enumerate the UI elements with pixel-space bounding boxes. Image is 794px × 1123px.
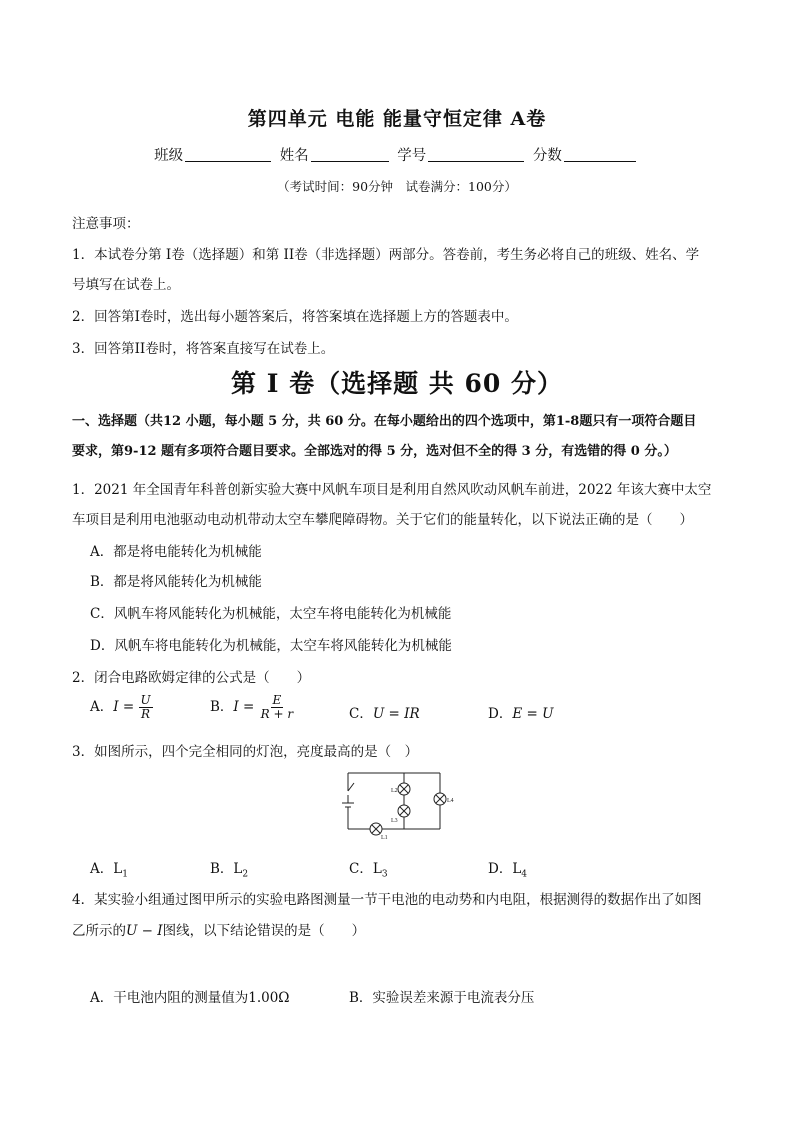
- class-label: 班级: [154, 148, 184, 164]
- note-item: 3．回答第II卷时，将答案直接写在试卷上。: [72, 341, 335, 357]
- notes-title: 注意事项：: [72, 216, 140, 232]
- q3-option-b: B．$L_2$: [210, 861, 249, 880]
- note-item: 1．本试卷分第 I卷（选择题）和第 II卷（非选择题）两部分。答卷前，考生务必将自己的班级、姓名、学: [72, 247, 700, 263]
- q1-option-a: A．都是将电能转化为机械能: [90, 544, 262, 560]
- name-label: 姓名: [279, 148, 309, 164]
- q2-option-b: B．I = $\frac{E}{R + r}$: [210, 693, 294, 721]
- q1-option-b: B．都是将风能转化为机械能: [90, 574, 262, 590]
- name-blank: [311, 147, 389, 162]
- section-title: 第 I 卷（选择题 共 60 分）: [230, 369, 563, 398]
- q2-option-a: A．I = $\frac{U}{R}$: [90, 693, 151, 721]
- q2-option-c: C．U = IR: [349, 706, 420, 722]
- q4-option-a: A．干电池内阻的测量值为1.00Ω: [90, 990, 290, 1006]
- q3-stem: 3．如图所示，四个完全相同的灯泡，亮度最高的是（ ）: [72, 744, 419, 760]
- q3-option-a: A．$L_1$: [90, 861, 128, 880]
- id-label: 学号: [397, 148, 427, 164]
- exam-time: （考试时间：90分钟 试卷满分：100分）: [277, 179, 517, 194]
- q1-option-c: C．风帆车将风能转化为机械能，太空车将电能转化为机械能: [90, 606, 452, 622]
- student-info-line: [0, 144, 794, 165]
- circuit-diagram: [336, 765, 460, 841]
- switch: [348, 783, 354, 791]
- q1-option-d: D．风帆车将电能转化为机械能，太空车将风能转化为机械能: [90, 638, 452, 654]
- instruction-line: 要求，第9-12 题有多项符合题目要求。全部选对的得 5 分，选对但不全的得 3 分，有选错的得 0 分。）: [72, 444, 677, 459]
- q2-option-d: D．E = U: [488, 706, 554, 722]
- fraction: $\frac{U}{R}$: [140, 693, 151, 721]
- q4-option-b: B．实验误差来源于电流表分压: [349, 990, 535, 1006]
- q3-option-c: C．$L_3$: [349, 861, 388, 880]
- lamp-label-l3: L3: [391, 818, 398, 824]
- fraction: $\frac{E}{R + r}$: [260, 693, 294, 721]
- q1-stem-line: 车项目是利用电池驱动电动机带动太空车攀爬障碍物。关于它们的能量转化，以下说法正确的是（ ）: [72, 512, 693, 528]
- q3-option-d: D．$L_4$: [488, 861, 528, 880]
- q2-stem: 2．闭合电路欧姆定律的公式是（ ）: [72, 670, 311, 686]
- q1-stem-line: 1．2021 年全国青年科普创新实验大赛中风帆车项目是利用自然风吹动风帆车前进，2022 年该大赛中太空: [72, 482, 712, 498]
- q4-stem-line: 4．某实验小组通过图甲所示的实验电路图测量一节干电池的电动势和内电阻，根据测得的数据作出了如图: [72, 892, 702, 908]
- instruction-line: 一、选择题（共12 小题，每小题 5 分，共 60 分。在每小题给出的四个选项中，第1-8题只有一项符合题目: [72, 414, 697, 429]
- paper-title: 第四单元 电能 能量守恒定律 A卷: [247, 108, 547, 130]
- score-label: 分数: [532, 148, 562, 164]
- lamp-label-l2: L2: [391, 788, 398, 794]
- class-blank: [185, 147, 271, 162]
- score-blank: [564, 147, 636, 162]
- lamp-label-l4: L4: [447, 798, 454, 804]
- note-item: 号填写在试卷上。: [72, 277, 180, 293]
- note-item: 2．回答第I卷时，选出每小题答案后，将答案填在选择题上方的答题表中。: [72, 309, 518, 325]
- lamp-label-l1: L1: [381, 835, 388, 841]
- q4-stem-line: 乙所示的U − I图线，以下结论错误的是（ ）: [72, 923, 366, 939]
- id-blank: [428, 147, 524, 162]
